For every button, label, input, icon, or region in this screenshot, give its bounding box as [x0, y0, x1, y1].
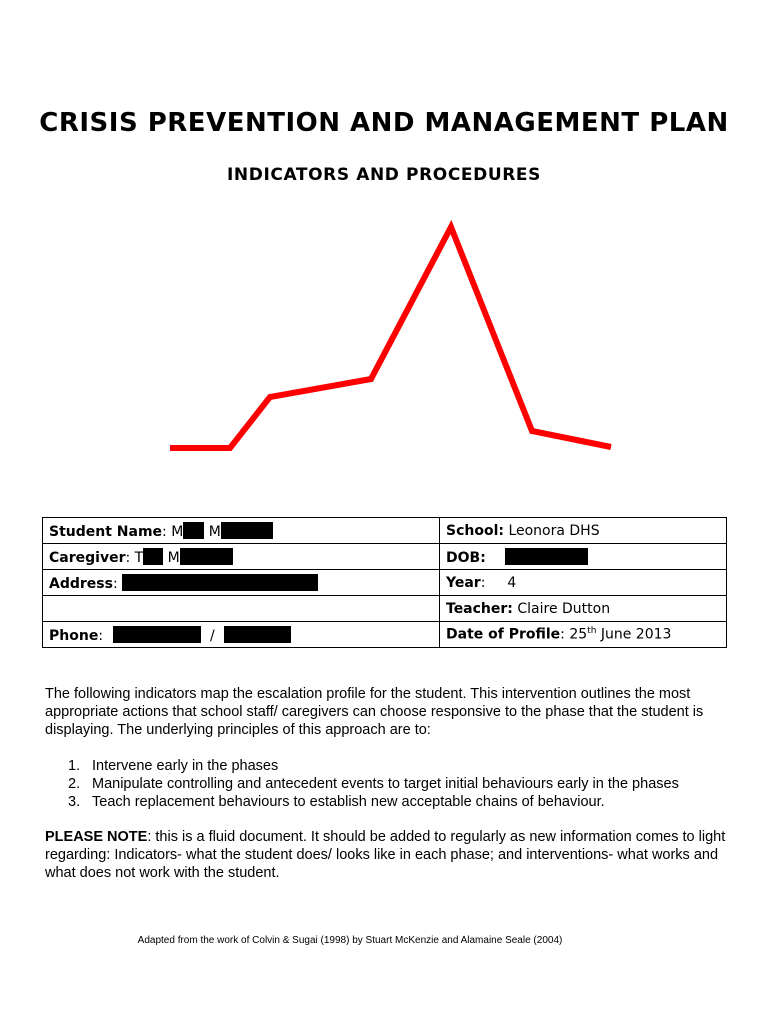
student-profile-table — [42, 517, 727, 648]
redaction-block — [143, 548, 163, 565]
dob-label: DOB: — [446, 549, 486, 566]
date-day: 25 — [569, 626, 588, 643]
year-value: 4 — [507, 574, 517, 591]
teacher-value: Claire Dutton — [517, 600, 611, 617]
list-text: Teach replacement behaviours to establish new acceptable chains of behaviour. — [92, 794, 605, 810]
address-label: Address — [49, 575, 113, 592]
school-cell — [440, 518, 727, 544]
escalation-line — [170, 227, 611, 448]
student-name-label: Student Name — [49, 523, 163, 540]
list-number: 2. — [68, 776, 81, 792]
year-label: Year — [446, 574, 481, 591]
redaction-block — [113, 626, 201, 643]
caregiver-cell: Caregiver: T M — [43, 544, 440, 570]
please-note-label: PLEASE NOTE — [45, 829, 148, 845]
teacher-label: Teacher: — [446, 600, 513, 617]
attribution-footer: Adapted from the work of Colvin & Sugai (1998) by Stuart McKenzie and Alamaine Seale (2004) — [137, 935, 563, 946]
redaction-block — [183, 522, 204, 539]
list-item — [45, 757, 735, 775]
intro-paragraph: The following indicators map the escalation profile for the student. This intervention outlines the most appropriate actions that school staff/ caregivers can choose responsive to the phase that the student is displaying. The underlying principles of this approach are to: — [45, 686, 704, 738]
caregiver-label: Caregiver — [49, 549, 126, 566]
address-cell: Address: — [43, 570, 440, 596]
list-number: 1. — [68, 758, 81, 774]
student-name-cell: Student Name: M M — [43, 518, 440, 544]
principles-list — [45, 757, 735, 811]
please-note-paragraph — [45, 828, 735, 882]
redaction-block — [505, 548, 588, 565]
date-of-profile-label: Date of Profile — [446, 626, 561, 643]
redaction-block — [224, 626, 291, 643]
please-note-text: : this is a fluid document. It should be added to regularly as new information comes to light regarding: Indicators- what the student does/ looks like in each phase; and interventions- what works and what does not work with the student. — [45, 829, 726, 881]
phone-cell: Phone: / — [43, 622, 440, 648]
caregiver-initial: M — [167, 549, 180, 566]
list-number: 3. — [68, 794, 81, 810]
profile-row — [43, 622, 727, 648]
teacher-cell — [440, 596, 727, 622]
year-cell: Year: 4 — [440, 570, 727, 596]
list-text: Intervene early in the phases — [92, 758, 279, 774]
date-suffix: th — [587, 626, 597, 637]
phone-label: Phone — [49, 627, 99, 644]
document-subtitle: INDICATORS AND PROCEDURES — [227, 165, 541, 185]
profile-row — [43, 596, 727, 622]
student-name-initial: M — [171, 523, 184, 540]
caregiver-initial: T — [134, 549, 144, 566]
school-value: Leonora DHS — [508, 522, 600, 539]
phone-separator: / — [209, 627, 215, 644]
redaction-block — [180, 548, 233, 565]
date-month-year: June 2013 — [600, 626, 672, 643]
profile-row — [43, 570, 727, 596]
list-item — [45, 793, 735, 811]
empty-cell — [43, 596, 440, 622]
student-name-initial: M — [208, 523, 221, 540]
school-label: School: — [446, 522, 504, 539]
date-of-profile-cell: Date of Profile: 25th June 2013 — [440, 622, 727, 648]
dob-cell — [440, 544, 727, 570]
document-title: CRISIS PREVENTION AND MANAGEMENT PLAN — [39, 108, 729, 138]
redaction-block — [122, 574, 318, 591]
list-item — [45, 775, 735, 793]
profile-row — [43, 518, 727, 544]
profile-row — [43, 544, 727, 570]
list-text: Manipulate controlling and antecedent events to target initial behaviours early in the phases — [92, 776, 679, 792]
redaction-block — [221, 522, 273, 539]
